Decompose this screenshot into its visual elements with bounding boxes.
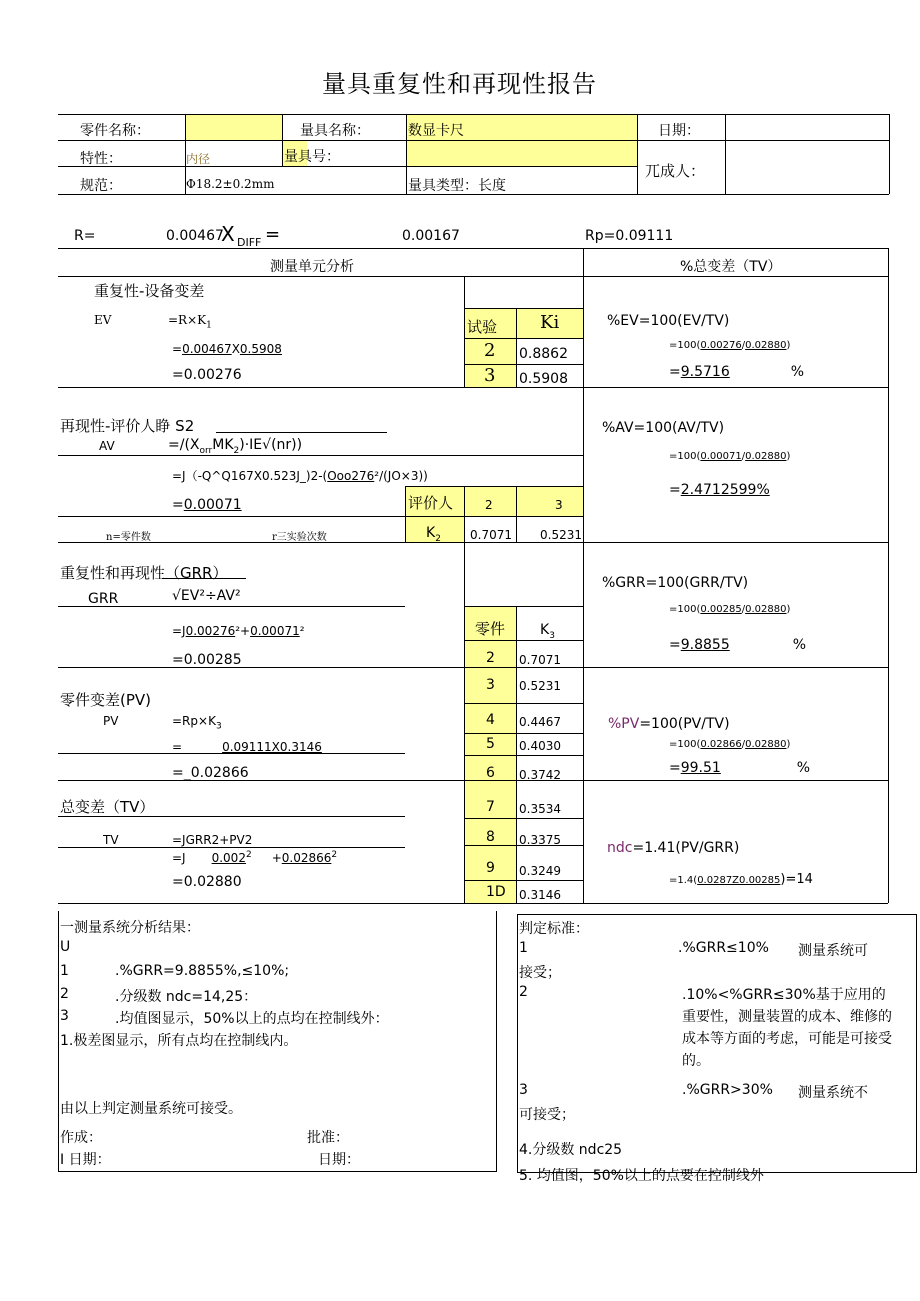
- k3-row-n: 4: [486, 712, 495, 728]
- results-item-number: 2: [60, 986, 69, 1002]
- ev-row-n: 2: [484, 340, 496, 361]
- results-item-2: .分级数 ndc=14,25：: [115, 989, 258, 1005]
- av-pct-calc: =100(0.00071/0.02880): [669, 451, 791, 462]
- ndc-formula: ndc=1.41(PV/GRR): [607, 840, 740, 856]
- criteria-heading: 判定标准：: [519, 921, 589, 937]
- k3-head-part: 零件: [475, 620, 506, 638]
- completed-by-label: 兀成人：: [645, 162, 706, 180]
- criteria-3-c: 可接受；: [519, 1107, 575, 1123]
- grr-pct-calc: =100(0.00285/0.02880): [669, 604, 791, 615]
- appraiser-col: 3: [555, 498, 563, 512]
- ev-formula: $=R\times K_1$: [168, 313, 212, 331]
- ev-table-head-k: Ki: [540, 312, 560, 333]
- page-title: 量具重复性和再现性报告: [322, 70, 597, 98]
- gauge-name-value: 数显卡尺: [408, 123, 464, 139]
- tv-calc: =J $0.002^2 +0.02866^2$: [172, 850, 338, 865]
- results-item-4: 1.极差图显示，所有点均在控制线内。: [60, 1033, 298, 1049]
- results-u: U: [60, 939, 71, 955]
- pv-formula: $=Rp\times K_3$: [172, 714, 222, 732]
- ev-calc: =0.00467X0.5908: [172, 342, 282, 356]
- k3-row-k: 0.5231: [519, 679, 561, 693]
- criteria-1-a: .%GRR≤10%: [678, 940, 769, 956]
- k3-row-k: 0.4030: [519, 739, 561, 753]
- grr-label: GRR: [88, 591, 119, 607]
- ev-heading: 重复性-设备变差: [94, 282, 205, 300]
- k3-row-k: 0.3146: [519, 888, 561, 902]
- results-item-number: 1: [60, 963, 69, 979]
- grr-calc: =J0.00276²+0.00071²: [172, 624, 305, 638]
- k3-row-n: 5: [486, 736, 495, 752]
- grr-pct-result: =9.8855 %: [669, 637, 807, 653]
- k3-row-k: 0.3534: [519, 802, 561, 816]
- k3-row-n: 1D: [486, 884, 506, 900]
- criteria-2: .10%<%GRR≤30%基于应用的重要性，测量装置的成本、维修的成本等方面的考虑，可能是可接受的。: [682, 987, 892, 1069]
- results-heading: 一测量系统分析结果：: [60, 920, 200, 936]
- criteria-3-b: 测量系统不: [798, 1085, 868, 1101]
- ev-row-n: 3: [484, 365, 496, 386]
- gauge-type: 量具类型：长度: [408, 178, 506, 194]
- r-value: 0.00467: [166, 228, 224, 244]
- section-header-total-variation: %总变差（TV）: [680, 259, 782, 275]
- characteristic-label: 特性：: [80, 151, 122, 167]
- tv-formula: =JGRR2+PV2: [172, 833, 253, 847]
- results-conclusion: 由以上判定测量系统可接受。: [60, 1101, 242, 1117]
- ev-pct-calc: =100(0.00276/0.02880): [669, 340, 791, 351]
- ev-result: =0.00276: [172, 367, 242, 383]
- k3-row-k: 0.7071: [519, 653, 561, 667]
- av-pct-result: =2.4712599%: [669, 482, 770, 498]
- part-name-label: 零件名称：: [80, 123, 150, 139]
- criteria-number: 2: [519, 984, 528, 1000]
- criteria-1-b: 测量系统可: [798, 943, 868, 959]
- k2-value: 0.7071: [470, 528, 512, 542]
- k3-row-n: 6: [486, 765, 495, 781]
- ndc-calc: =1.4(0.0287Z0.00285)=14: [669, 872, 813, 887]
- criteria-number: 3: [519, 1082, 528, 1098]
- spec-label: 规范：: [80, 178, 122, 194]
- section-header-unit-analysis: 测量单元分析: [270, 259, 354, 275]
- date-label-approved: 日期：: [318, 1152, 360, 1168]
- ev-pct-formula: %EV=100(EV/TV): [607, 313, 730, 329]
- criteria-3-a: .%GRR>30%: [682, 1082, 773, 1098]
- pv-heading: 零件变差(PV): [60, 691, 152, 709]
- characteristic-value: 内径: [186, 152, 211, 166]
- k3-row-n: 2: [486, 650, 495, 666]
- ev-row-k: 0.5908: [519, 371, 568, 387]
- criteria-1-c: 接受；: [519, 965, 561, 981]
- k3-row-k: 0.3249: [519, 864, 561, 878]
- xdiff-eq: =: [265, 224, 281, 245]
- results-item-1: .%GRR=9.8855%,≤10%;: [115, 963, 290, 979]
- date-label-made: I 日期：: [60, 1152, 111, 1168]
- tv-result: =0.02880: [172, 874, 242, 890]
- pv-result: =_0.02866: [172, 765, 249, 781]
- ev-table-head-trial: 试验: [467, 318, 498, 336]
- av-heading: 再现性-评价人睁 S2: [60, 417, 195, 435]
- av-formula: $=/(X_{orr}MK_2)\cdot IE√(nr)$): [168, 437, 303, 456]
- xdiff-value: 0.00167: [402, 228, 460, 244]
- n-label: n=零件数: [106, 532, 151, 543]
- ev-pct-result: =9.5716 %: [669, 364, 805, 380]
- ev-row-k: 0.8862: [519, 346, 568, 362]
- av-calc: =J（-Q^Q167X0.523J_)2-(Ooo276²/(JO×3)): [172, 469, 428, 483]
- made-by-label: 作成：: [60, 1130, 102, 1146]
- xdiff-x: X: [221, 222, 235, 246]
- k3-row-n: 8: [486, 829, 495, 845]
- spec-value: Φ18.2±0.2mm: [186, 177, 275, 191]
- av-pct-formula: %AV=100(AV/TV): [602, 420, 725, 436]
- approved-label: 批准：: [307, 1130, 349, 1146]
- r-label: R=: [74, 228, 96, 244]
- grr-result: =0.00285: [172, 652, 242, 668]
- results-item-number: 3: [60, 1008, 69, 1024]
- k3-row-k: 0.3742: [519, 768, 561, 782]
- k3-row-n: 7: [486, 799, 495, 815]
- rp-value: Rp=0.09111: [585, 228, 674, 244]
- results-item-3: .均值图显示，50%以上的点均在控制线外：: [115, 1011, 389, 1027]
- r-trials-label: r三实验次数: [272, 532, 327, 543]
- pv-calc: = 0.09111X0.3146: [172, 740, 322, 754]
- criteria-number: 1: [519, 940, 528, 956]
- appraiser-col: 2: [485, 498, 493, 512]
- date-label: 日期：: [658, 123, 700, 139]
- av-label: AV: [99, 439, 115, 453]
- xdiff-sub: DIFF: [237, 236, 262, 249]
- pv-pct-formula: %PV=100(PV/TV): [608, 716, 730, 732]
- criteria-box: [517, 914, 917, 1184]
- k3-row-n: 3: [486, 677, 495, 693]
- tv-heading: 总变差（TV）: [60, 798, 155, 816]
- ev-label: EV: [94, 313, 112, 327]
- k3-head-k: $K_3$: [540, 622, 555, 641]
- criteria-5: 5. 均值图，50%以上的点要在控制线外: [519, 1168, 764, 1184]
- k2-label: $K_2$: [426, 525, 441, 544]
- k3-row-k: 0.3375: [519, 833, 561, 847]
- k3-row-k: 0.4467: [519, 715, 561, 729]
- pv-pct-result: =99.51 %: [669, 760, 811, 776]
- grr-heading: 重复性和再现性（GRR）: [60, 564, 228, 582]
- appraiser-label: 评价人: [408, 494, 454, 512]
- k2-value: 0.5231: [540, 528, 582, 542]
- gauge-name-label: 量具名称：: [300, 123, 370, 139]
- grr-formula: √EV²÷AV²: [172, 588, 241, 604]
- criteria-4: 4.分级数 ndc25: [519, 1142, 623, 1158]
- pv-label: PV: [103, 714, 119, 728]
- grr-pct-formula: %GRR=100(GRR/TV): [602, 575, 749, 591]
- k3-row-n: 9: [486, 860, 495, 876]
- av-result: =0.00071: [172, 497, 242, 513]
- pv-pct-calc: =100(0.02866/0.02880): [669, 739, 791, 750]
- tv-label: TV: [103, 833, 119, 847]
- gauge-no-label: 量具号：: [284, 149, 340, 165]
